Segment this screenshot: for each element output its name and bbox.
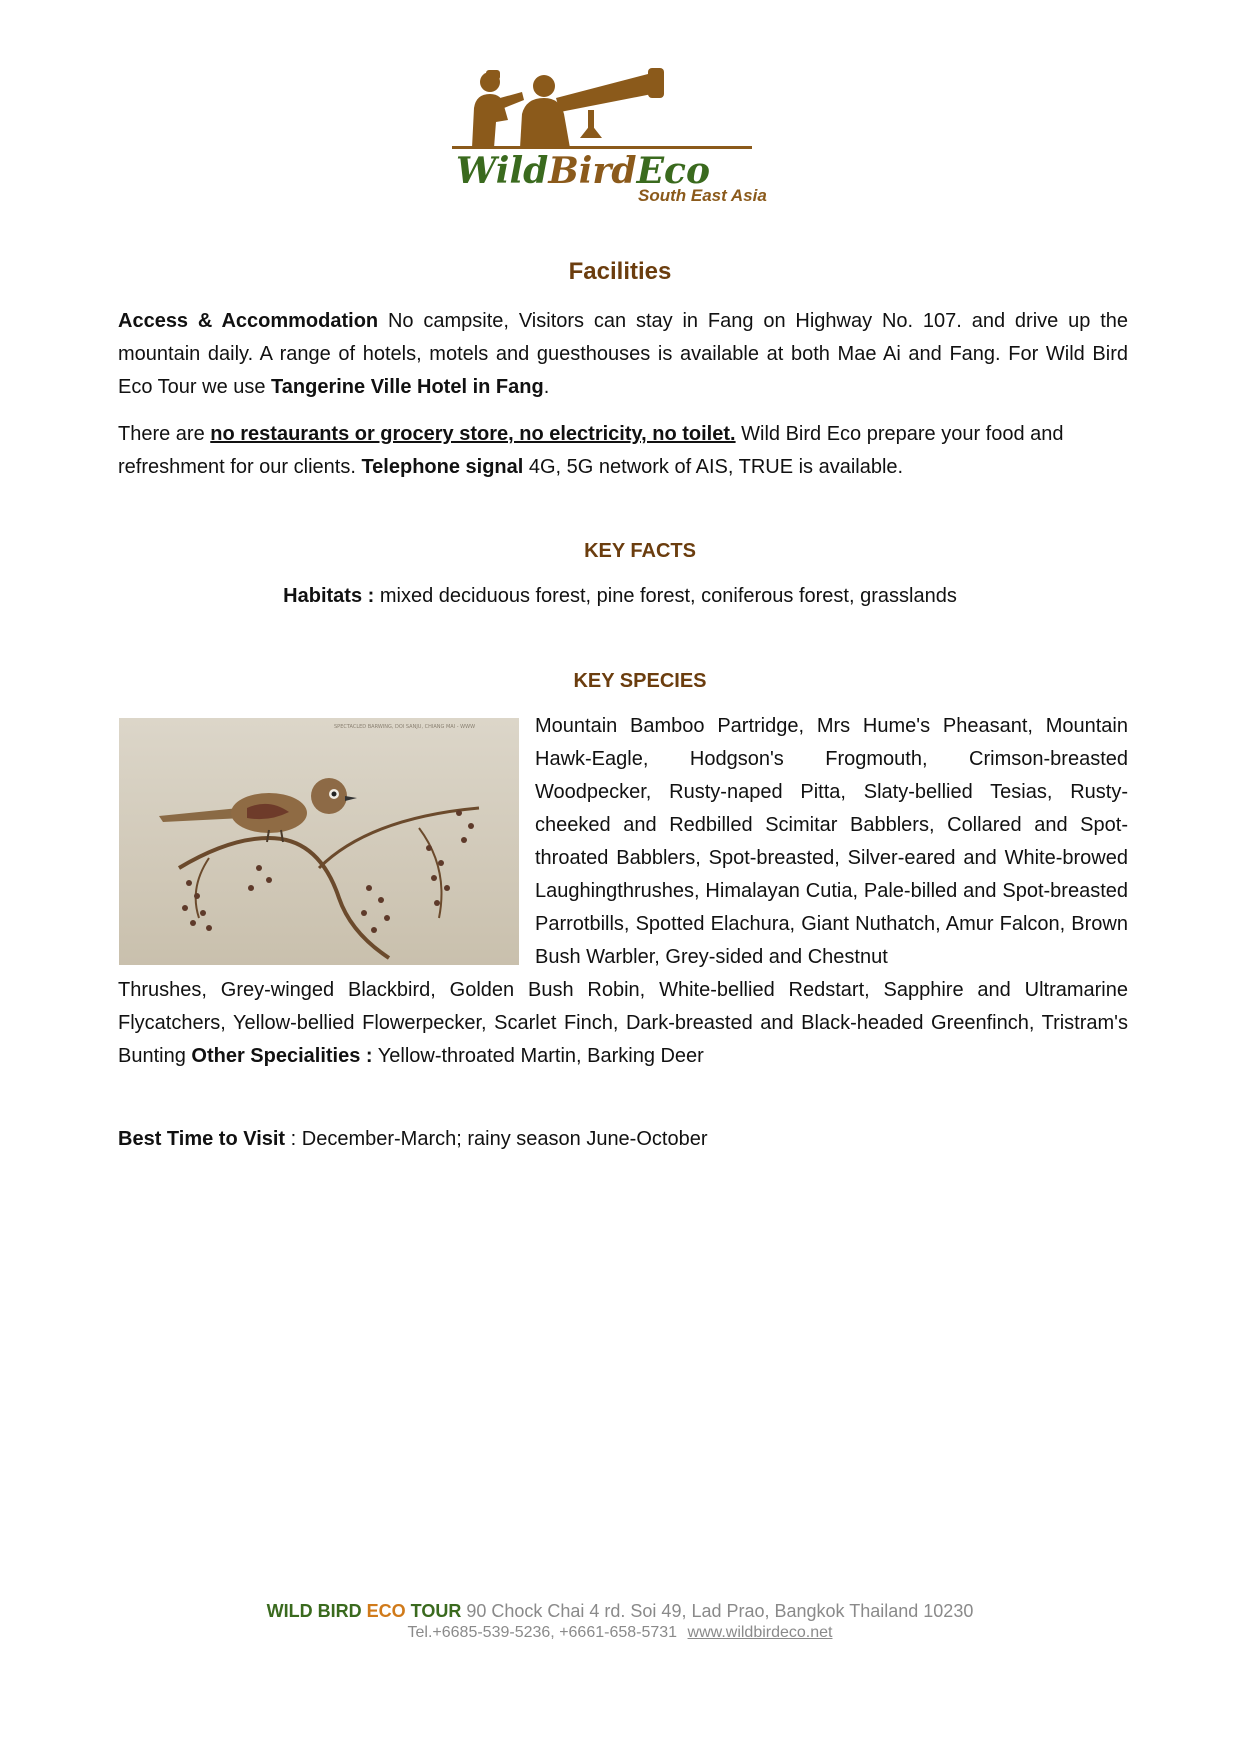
key-facts-heading: KEY FACTS xyxy=(584,540,696,562)
facilities-heading: Facilities xyxy=(568,258,672,285)
no-services-notice: no restaurants or grocery store, no electricity, no toilet. xyxy=(210,423,736,445)
birdwatchers-logo-icon xyxy=(452,68,804,150)
other-specialities-label: Other Specialities : xyxy=(191,1045,373,1067)
footer-telephone: Tel.+6685-539-5236, +6661-658-5731 xyxy=(407,1624,678,1641)
key-species-heading: KEY SPECIES xyxy=(573,670,707,692)
wildbirdeco-logo xyxy=(452,68,804,208)
spectacled-barwing-photo-image xyxy=(119,718,519,965)
telephone-label: Telephone signal xyxy=(361,456,524,478)
habitats-line: Habitats : mixed deciduous forest, pine forest, coniferous forest, grasslands xyxy=(283,585,957,607)
services-paragraph: There are no restaurants or grocery store, no electricity, no toilet. Wild Bird Eco prepare your food and refreshment for our clients. Telephone signal 4G, 5G network of AIS, TRUE is available. xyxy=(118,423,1064,478)
logo-brand-name: WildBirdEco xyxy=(456,150,710,192)
hotel-name: Tangerine Ville Hotel in Fang xyxy=(271,376,544,398)
logo-subtitle: South East Asia xyxy=(638,186,767,205)
footer-address-line: WILD BIRD ECO TOUR 90 Chock Chai 4 rd. Soi 49, Lad Prao, Bangkok Thailand 10230 xyxy=(266,1601,974,1621)
best-time-label: Best Time to Visit xyxy=(118,1128,286,1150)
access-label: Access & Accommodation xyxy=(118,310,379,332)
species-list-part1: Mountain Bamboo Partridge, Mrs Hume's Pheasant, Mountain Hawk-Eagle, Hodgson's Frogmouth, Crimson-breasted Woodpecker, Rusty-naped Pitta, Slaty-bellied Tesias, Rusty-cheeked and Redbilled Scimitar Babblers, Collared and Spot-throated Babblers, Spot-breasted, Silver-eared and White-browed Laughingthrushes, Himalayan Cutia, Pale-billed and Spot-breasted Parrotbills, Spotted Elachura, Giant Nuthatch, Amur Falcon, Brown Bush Warbler, Grey-sided and Chestnut xyxy=(535,715,1128,968)
species-list-part2: Thrushes, Grey-winged Blackbird, Golden Bush Robin, White-bellied Redstart, Sapphire and Ultramarine Flycatchers, Yellow-bellied Flowerpecker, Scarlet Finch, Dark-breasted and Black-headed Greenfinch, Tristram's Bunting Other Specialities : Yellow-throated Martin, Barking Deer xyxy=(118,979,1128,1067)
footer-address: 90 Chock Chai 4 rd. Soi 49, Lad Prao, Bangkok Thailand 10230 xyxy=(461,1601,974,1621)
best-time-line: Best Time to Visit : December-March; rainy season June-October xyxy=(118,1128,708,1150)
photo-caption: SPECTACLED BARWING, DOI SANJU, CHIANG MAI - WWW xyxy=(334,724,476,730)
footer-contact-line xyxy=(0,1624,1240,1642)
bird-photo xyxy=(119,718,519,965)
habitats-label: Habitats : xyxy=(283,585,375,607)
website-link[interactable]: www.wildbirdeco.net xyxy=(687,1624,833,1641)
access-paragraph: Access & Accommodation No campsite, Visitors can stay in Fang on Highway No. 107. and drive up the mountain daily. A range of hotels, motels and guesthouses is available at both Mae Ai and Fang. For Wild Bird Eco Tour we use Tangerine Ville Hotel in Fang. xyxy=(118,310,1129,398)
